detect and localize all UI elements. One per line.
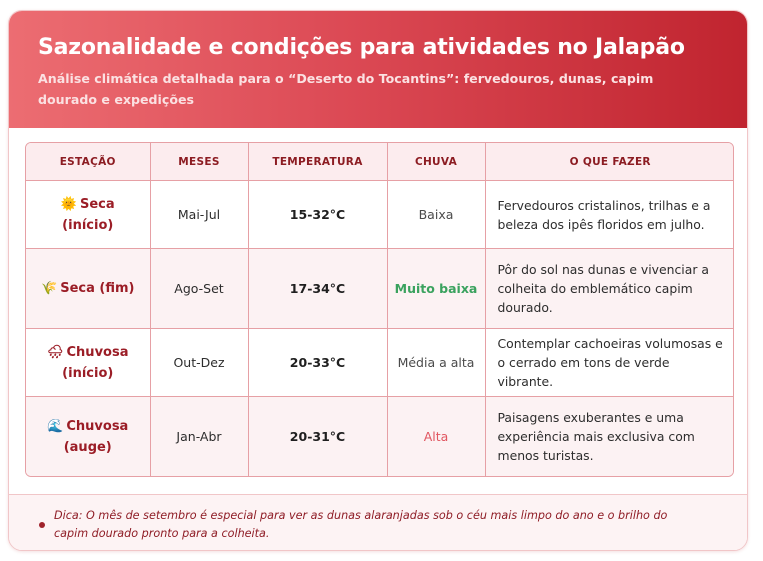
- column-header-what-to-do: O QUE FAZER: [485, 143, 734, 181]
- season-cell: [26, 397, 150, 477]
- season-cell: [26, 329, 150, 397]
- months-cell: Mai-Jul: [150, 181, 248, 249]
- table-row: [26, 329, 734, 397]
- season-phase: (auge): [63, 439, 112, 455]
- rain-cell: Baixa: [387, 181, 485, 249]
- seasons-table-container: [25, 142, 734, 477]
- season-name: Chuvosa: [66, 418, 129, 434]
- page-subtitle: Análise climática detalhada para o “Deserto do Tocantins”: fervedouros, dunas, capim dourado e expedições: [38, 71, 654, 107]
- temperature-cell: 20-33°C: [248, 329, 387, 397]
- season-cell: [26, 181, 150, 249]
- temperature-cell: 15-32°C: [248, 181, 387, 249]
- what-to-do-cell: Pôr do sol nas dunas e vivenciar a colheita do emblemático capim dourado.: [485, 249, 734, 329]
- season-phase: (início): [62, 365, 114, 381]
- temperature-cell: 20-31°C: [248, 397, 387, 477]
- season-name: Seca: [80, 196, 115, 212]
- season-name: Seca (fim): [60, 281, 135, 296]
- seasons-table: [26, 143, 734, 477]
- rain-cloud-icon: 🌧: [47, 344, 64, 360]
- grass-icon: 🌾: [41, 281, 58, 296]
- page-title: Sazonalidade e condições para atividades no Jalapão: [38, 35, 685, 60]
- seasonality-card: [8, 10, 748, 551]
- months-cell: Ago-Set: [150, 249, 248, 329]
- temperature-cell: 17-34°C: [248, 249, 387, 329]
- column-header-temperature: TEMPERATURA: [248, 143, 387, 181]
- months-cell: Jan-Abr: [150, 397, 248, 477]
- tip-box: [9, 494, 747, 550]
- card-header: [9, 11, 747, 128]
- rain-cell: Média a alta: [387, 329, 485, 397]
- tip-text: Dica: O mês de setembro é especial para ver as dunas alaranjadas sob o céu mais limpo do ano e o brilho do capim dourado pronto para a colheita.: [54, 509, 668, 540]
- rain-cell: Muito baixa: [387, 249, 485, 329]
- sun-icon: 🌞: [60, 196, 77, 212]
- column-header-rain: CHUVA: [387, 143, 485, 181]
- wave-icon: 🌊: [47, 418, 64, 434]
- months-cell: Out-Dez: [150, 329, 248, 397]
- bullet-icon: [39, 522, 45, 528]
- season-cell: [26, 249, 150, 329]
- what-to-do-cell: Fervedouros cristalinos, trilhas e a beleza dos ipês floridos em julho.: [485, 181, 734, 249]
- table-row: [26, 397, 734, 477]
- table-row: [26, 181, 734, 249]
- season-phase: (início): [62, 217, 114, 233]
- column-header-months: MESES: [150, 143, 248, 181]
- table-header-row: [26, 143, 734, 181]
- column-header-season: ESTAÇÃO: [26, 143, 150, 181]
- rain-cell: Alta: [387, 397, 485, 477]
- what-to-do-cell: Contemplar cachoeiras volumosas e o cerrado em tons de verde vibrante.: [485, 329, 734, 397]
- season-name: Chuvosa: [66, 344, 129, 360]
- table-row: [26, 249, 734, 329]
- what-to-do-cell: Paisagens exuberantes e uma experiência mais exclusiva com menos turistas.: [485, 397, 734, 477]
